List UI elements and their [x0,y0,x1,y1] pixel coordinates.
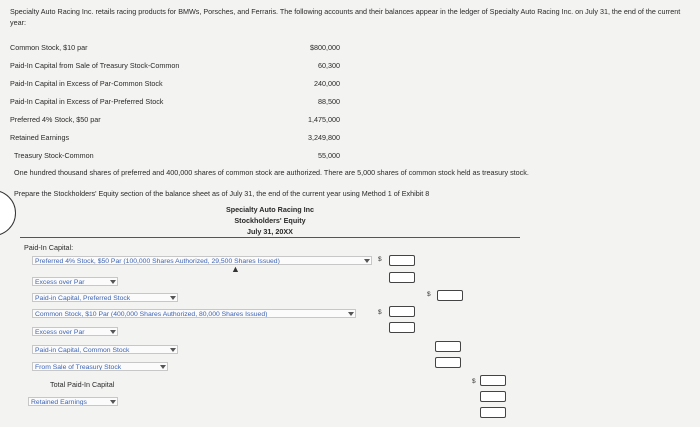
mouse-cursor-icon: ▲ [231,264,240,274]
common-stock-select[interactable] [32,309,356,318]
statement-company: Specialty Auto Racing Inc [226,205,314,214]
account-name: Common Stock, $10 par [10,43,88,52]
retained-earnings-input[interactable] [480,391,506,402]
account-name: Treasury Stock-Common [14,151,94,160]
common-stock-amount-input[interactable] [389,306,415,317]
account-value: $800,000 [310,43,340,52]
chevron-down-icon [170,348,176,352]
preferred-stock-select[interactable] [32,256,372,265]
retained-earnings-select-value: Retained Earnings [31,399,87,406]
treasury-stock-select-value: From Sale of Treasury Stock [35,364,122,371]
excess-over-par-common-input[interactable] [389,322,415,333]
dollar-sign: $ [378,309,382,316]
preferred-stock-amount-input[interactable] [389,255,415,266]
account-value: 240,000 [314,79,340,88]
account-name: Paid-In Capital from Sale of Treasury Stock-Common [10,61,180,70]
heading-rule [20,237,520,238]
excess-over-par-preferred-input[interactable] [389,272,415,283]
problem-instruction: Prepare the Stockholders' Equity section of the balance sheet as of July 31, the end of the current year using Method 1 of Exhibit 8 [14,189,430,198]
statement-date: July 31, 20XX [247,227,293,236]
statement-title: Stockholders' Equity [234,216,306,225]
account-value: 1,475,000 [308,115,340,124]
problem-note: One hundred thousand shares of preferred and 400,000 shares of common stock are authorized. There are 5,000 shares of common stock held as treasury stock. [14,168,529,177]
excess-over-par-common-value: Excess over Par [35,329,85,336]
pic-preferred-stock-value: Paid-in Capital, Preferred Stock [35,295,131,302]
dollar-sign: $ [472,378,476,385]
chevron-down-icon [348,312,354,316]
pic-preferred-stock-input[interactable] [437,290,463,301]
total-paid-in-capital-label: Total Paid-In Capital [50,380,115,389]
account-name: Preferred 4% Stock, $50 par [10,115,101,124]
preferred-stock-select-value: Preferred 4% Stock, $50 Par (100,000 Shares Authorized, 29,500 Shares Issued) [35,258,280,265]
account-value: 3,249,800 [308,133,340,142]
dollar-sign: $ [427,291,431,298]
chevron-down-icon [110,330,116,334]
additional-amount-input[interactable] [480,407,506,418]
account-value: 88,500 [318,97,340,106]
chevron-down-icon [110,280,116,284]
section-label-paid-in-capital: Paid-In Capital: [24,243,74,252]
pic-common-stock-select[interactable] [32,345,178,354]
problem-intro: Specialty Auto Racing Inc. retails racing products for BMWs, Porsches, and Ferraris. The following accounts and their balances appear in the ledger of Specialty Auto Racing Inc. on July 31, the end of the current year: [10,7,681,27]
account-name: Retained Earnings [10,133,70,142]
account-name: Paid-In Capital in Excess of Par-Common Stock [10,79,163,88]
pic-common-stock-input[interactable] [435,341,461,352]
pic-common-stock-value: Paid-in Capital, Common Stock [35,347,130,354]
account-value: 55,000 [318,151,340,160]
account-value: 60,300 [318,61,340,70]
excess-over-par-preferred-select[interactable] [32,277,118,286]
treasury-stock-input[interactable] [435,357,461,368]
account-name: Paid-In Capital in Excess of Par-Preferred Stock [10,97,164,106]
excess-over-par-preferred-value: Excess over Par [35,279,85,286]
chevron-down-icon [170,296,176,300]
pic-preferred-stock-select[interactable] [32,293,178,302]
common-stock-select-value: Common Stock, $10 Par (400,000 Shares Authorized, 80,000 Shares Issued) [35,311,268,318]
chevron-down-icon [160,365,166,369]
chevron-down-icon [364,259,370,263]
excess-over-par-common-select[interactable] [32,327,118,336]
total-paid-in-capital-input[interactable] [480,375,506,386]
retained-earnings-select[interactable] [28,397,118,406]
chevron-down-icon [110,400,116,404]
treasury-stock-select[interactable] [32,362,168,371]
dollar-sign: $ [378,256,382,263]
